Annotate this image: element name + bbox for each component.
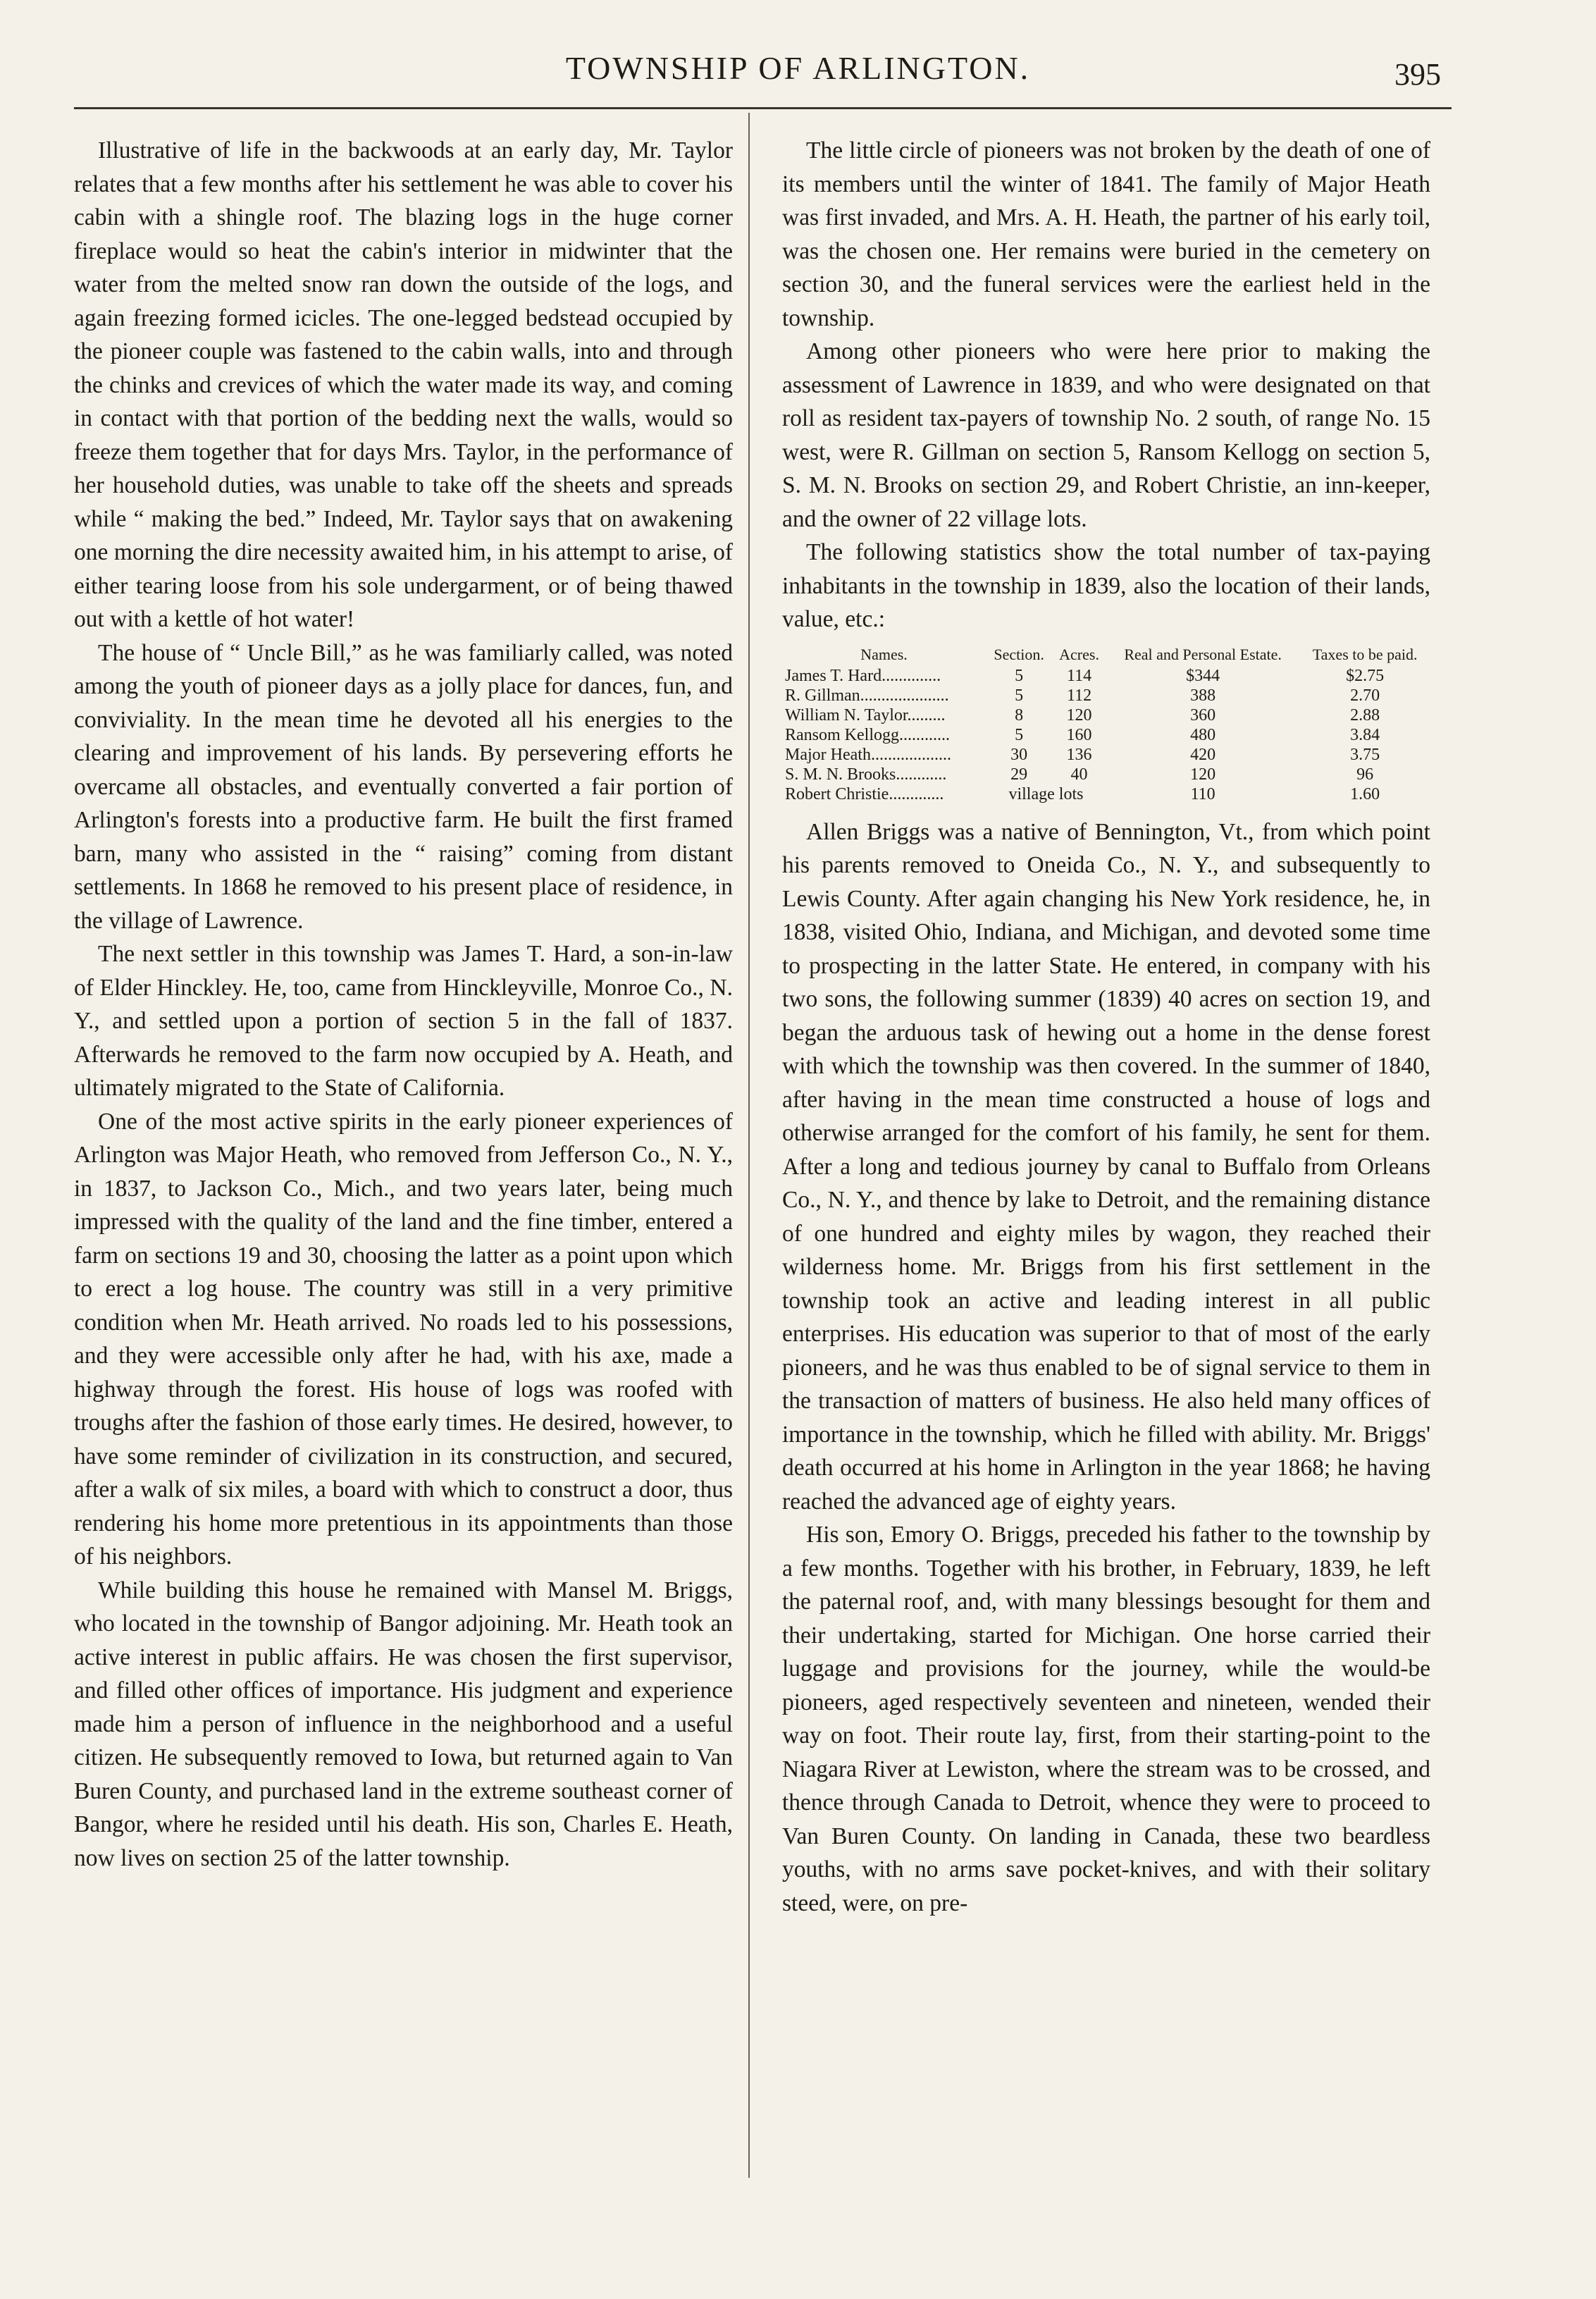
cell-estate: $344 — [1186, 666, 1220, 685]
cell-estate: 388 — [1190, 686, 1216, 705]
column-header-acres: Acres. — [1059, 645, 1099, 663]
cell-section: 5 — [1015, 666, 1024, 685]
paragraph: His son, Emory O. Briggs, preceded his father to the township by a few months. Together with his brother, in February, 1839, he left the paternal roof, and, with many blessings besought for them and their undertaking, started for Michigan. One horse carried their luggage and provisions for the journey, while the would-be pioneers, aged respectively seventeen and nineteen, wended their way on foot. Their route lay, first, from their starting-point to the Niagara River at Lewiston, where the stream was to be crossed, and thence through Canada to Detroit, whence they were to proceed to Van Buren County. On landing in Canada, these two beardless youths, with no arms save pocket-knives, and with their solitary steed, were, on pre- — [782, 1522, 1430, 1916]
cell-section: 29 — [1010, 765, 1028, 784]
cell-estate: 360 — [1190, 705, 1216, 725]
column-header-estate: Real and Personal Estate. — [1124, 645, 1282, 663]
tax-payers-table — [782, 646, 1430, 804]
cell-taxes: 3.75 — [1350, 745, 1380, 764]
paragraph: While building this house he remained with Mansel M. Briggs, who located in the township of Bangor adjoining. Mr. Heath took an active interest in public affairs. He was chosen the first supervisor, and filled other offices of importance. His judgment and experience made him a person of influence in the neighborhood and a useful citizen. He subsequently removed to Iowa, but returned again to Van Buren County, and purchased land in the extreme southeast corner of Bangor, where he resided until his death. His son, Charles E. Heath, now lives on section 25 of the latter township. — [74, 1577, 733, 1871]
cell-acres: 120 — [1066, 705, 1092, 725]
cell-estate: 120 — [1190, 765, 1216, 784]
table-row — [782, 784, 1430, 804]
paragraph: Illustrative of life in the backwoods at an early day, Mr. Taylor relates that a few months after his settlement he was able to cover his cabin with a shingle roof. The blazing logs in the huge corner fireplace would so heat the cabin's interior in midwinter that the water from the melted snow ran down the outside of the logs, and again freezing formed icicles. The one-legged bedstead occupied by the pioneer couple was fastened to the cabin walls, into and through the chinks and crevices of which the water made its way, and coming in contact with that portion of the bedding next the walls, would so freeze them together that for days Mrs. Taylor, in the performance of her household duties, was unable to take off the sheets and spreads while “ making the bed.” Indeed, Mr. Taylor says that on awakening one morning the dire necessity awaited him, in his attempt to arise, of either tearing loose from his sole undergarment, or of being thawed out with a kettle of hot water! — [74, 137, 733, 632]
cell-taxes: 2.70 — [1350, 686, 1380, 705]
paragraph: The little circle of pioneers was not broken by the death of one of its members until the winter of 1841. The family of Major Heath was first invaded, and Mrs. A. H. Heath, the partner of his early toil, was the chosen one. Her remains were buried in the cemetery on section 30, and the funeral services were the earliest held in the township. — [782, 137, 1430, 331]
cell-section: village lots — [1008, 784, 1084, 803]
paragraph: Allen Briggs was a native of Bennington, Vt., from which point his parents removed to Oneida Co., N. Y., and subsequently to Lewis County. After again changing his New York residence, he, in 1838, visited Ohio, Indiana, and Michigan, and devoted some time to prospecting in the latter State. He entered, in company with his two sons, the following summer (1839) 40 acres on section 19, and began the arduous task of hewing out a home in the dense forest with which the township was then covered. In the summer of 1840, after having in the mean time constructed a house of logs and otherwise arranged for the comfort of his family, he sent for them. After a long and tedious journey by canal to Buffalo from Orleans Co., N. Y., and thence by lake to Detroit, and the remaining distance of one hundred and eighty miles by wagon, they reached their wilderness home. Mr. Briggs from his first settlement in the township took an active and leading interest in all public enterprises. His education was superior to that of most of the early pioneers, and he was thus enabled to be of signal service to them in the transaction of matters of business. He also held many offices of importance in the township, which he filled with ability. Mr. Briggs' death occurred at his home in Arlington in the year 1868; he having reached the advanced age of eighty years. — [782, 818, 1430, 1515]
table-row — [782, 765, 1430, 784]
column-header-names: Names. — [860, 645, 908, 663]
cell-section: 5 — [1015, 686, 1024, 705]
cell-estate: 420 — [1190, 745, 1216, 764]
cell-name: Major Heath................... — [785, 745, 951, 764]
table-row — [782, 725, 1430, 745]
running-title: TOWNSHIP OF ARLINGTON. — [565, 50, 1031, 86]
paragraph: The house of “ Uncle Bill,” as he was familiarly called, was noted among the youth of pioneer days as a jolly place for dances, fun, and conviviality. In the mean time he devoted all his energies to the clearing and improvement of his lands. By persevering efforts he overcame all obstacles, and eventually converted a fair portion of Arlington's forests into a productive farm. He built the first framed barn, many who assisted in the “ raising” coming from distant settlements. In 1868 he removed to his present place of residence, in the village of Lawrence. — [74, 639, 733, 934]
cell-acres: 160 — [1066, 725, 1092, 744]
table-row — [782, 686, 1430, 705]
cell-name: Robert Christie............. — [785, 784, 944, 803]
paragraph: The following statistics show the total number of tax-paying inhabitants in the township in 1839, also the location of their lands, value, etc.: — [782, 539, 1430, 632]
cell-name: S. M. N. Brooks............ — [785, 765, 947, 784]
cell-taxes: 96 — [1356, 765, 1374, 784]
cell-name: William N. Taylor......... — [785, 705, 946, 725]
paragraph: Among other pioneers who were here prior to making the assessment of Lawrence in 1839, and who were designated on that roll as resident tax-payers of township No. 2 south, of range No. 15 west, were R. Gillman on section 5, Ransom Kellogg on section 5, S. M. N. Brooks on section 29, and Robert Christie, an inn-keeper, and the owner of 22 village lots. — [782, 338, 1430, 532]
column-header-section: Section. — [994, 645, 1044, 663]
cell-name: Ransom Kellogg............ — [785, 725, 950, 744]
cell-section: 30 — [1010, 745, 1028, 764]
cell-section: 8 — [1015, 705, 1024, 725]
left-column — [74, 134, 733, 1875]
column-divider — [748, 113, 750, 2178]
paragraph: One of the most active spirits in the early pioneer experiences of Arlington was Major Heath, who removed from Jefferson Co., N. Y., in 1837, to Jackson Co., Mich., and two years later, being much impressed with the quality of the land and the fine timber, entered a farm on sections 19 and 30, choosing the latter as a point upon which to erect a log house. The country was still in a very primitive condition when Mr. Heath arrived. No roads led to his possessions, and they were accessible only after he had, with his axe, made a highway through the forest. His house of logs was roofed with troughs after the fashion of those early times. He desired, however, to have some reminder of civilization in its construction, and secured, after a walk of six miles, a board with which to construct a door, thus rendering his home more pretentious in its appointments than those of his neighbors. — [74, 1108, 733, 1570]
paragraph: The next settler in this township was James T. Hard, a son-in-law of Elder Hinckley. He, too, came from Hinckleyville, Monroe Co., N. Y., and settled upon a portion of section 5 in the fall of 1837. Afterwards he removed to the farm now occupied by A. Heath, and ultimately migrated to the State of California. — [74, 941, 733, 1101]
header-rule — [74, 107, 1452, 109]
table-header-row — [782, 646, 1430, 666]
cell-acres: 114 — [1067, 666, 1092, 685]
cell-name: R. Gillman..................... — [785, 686, 949, 705]
cell-taxes: 2.88 — [1350, 705, 1380, 725]
page-header — [0, 49, 1596, 99]
right-column — [782, 134, 1430, 1920]
cell-acres: 136 — [1066, 745, 1092, 764]
cell-section: 5 — [1015, 725, 1024, 744]
cell-acres: 40 — [1070, 765, 1088, 784]
page-number: 395 — [1394, 57, 1441, 92]
table-row — [782, 745, 1430, 765]
cell-taxes: 1.60 — [1350, 784, 1380, 803]
table-row — [782, 666, 1430, 686]
column-header-taxes: Taxes to be paid. — [1312, 645, 1418, 663]
cell-estate: 480 — [1190, 725, 1216, 744]
cell-taxes: $2.75 — [1346, 666, 1385, 685]
cell-taxes: 3.84 — [1350, 725, 1380, 744]
table-row — [782, 705, 1430, 725]
cell-acres: 112 — [1067, 686, 1092, 705]
cell-estate: 110 — [1190, 784, 1215, 803]
cell-name: James T. Hard.............. — [785, 666, 941, 685]
